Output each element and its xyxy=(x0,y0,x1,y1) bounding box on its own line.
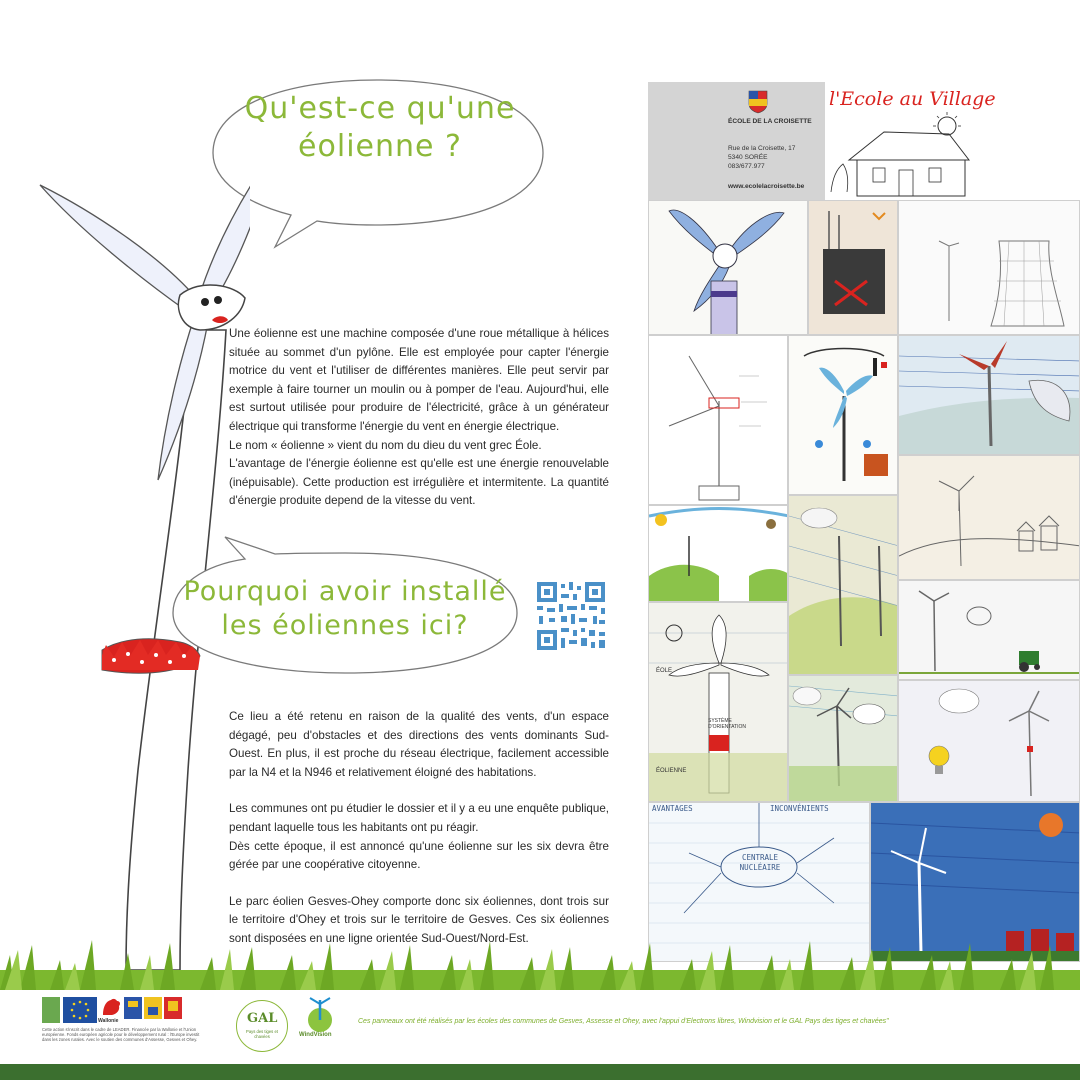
drawing-brown-box xyxy=(808,200,898,335)
windvision-logo-icon xyxy=(296,996,344,1032)
village-house-icon xyxy=(829,112,979,198)
section-2-text xyxy=(229,708,609,949)
section-2-para-4: Le parc éolien Gesves-Ohey comporte donc six éoliennes, dont trois sur le territoire d'Ohey et trois sur le territoire de Gesves. Ces six éoliennes sont disposées en une ligne orientée Sud-Ouest/Nord-Est. xyxy=(229,894,609,945)
bubble-title-2-line2: les éoliennes ici? xyxy=(221,609,469,641)
footer-band xyxy=(0,1064,1080,1080)
drawing-cooling-tower xyxy=(898,200,1080,335)
drawing-turbine-diagram xyxy=(648,335,788,505)
eu-flag-icon xyxy=(63,997,97,1023)
nuclear-center-label: CENTRALE NUCLÉAIRE xyxy=(739,853,781,872)
ecole-au-village-logo xyxy=(825,82,996,200)
wallonie-label: Wallonie xyxy=(98,1018,119,1024)
wallonie-rooster-icon xyxy=(100,997,122,1017)
section-1-para-2: Le nom « éolienne » vient du nom du dieu du vent grec Éole. xyxy=(229,438,542,452)
bubble-title-2 xyxy=(175,575,515,643)
drawing-turbine-village xyxy=(898,455,1080,580)
grass-strip xyxy=(0,935,1080,990)
qr-code[interactable] xyxy=(535,580,607,652)
school-website[interactable]: www.ecolelacroisette.be xyxy=(728,183,805,190)
eole-label: ÉOLE xyxy=(656,668,673,674)
bubble-title-1 xyxy=(220,90,540,165)
gal-text: Pays des tiges et chavées xyxy=(246,1029,278,1039)
bubble-title-2-line1: Pourquoi avoir installé xyxy=(183,576,507,607)
drawing-blue-turbine xyxy=(648,200,808,335)
section-1-para-3: L'avantage de l'énergie éolienne est qu'elle est une énergie renouvelable (inépuisable). Cette production est irrégulière et intermitente. La quantité d'énergie produite depend de la vitesse du vent. xyxy=(229,457,609,508)
school-card xyxy=(648,82,825,200)
drawing-turbine-circuit xyxy=(788,335,898,495)
footer-credit: Ces panneaux ont été réalisés par les écoles des communes de Gesves, Assesse et Ohey, avec l'appui d'Electrons libres, Windvision et le GAL Pays des tiges et chavées" xyxy=(358,1018,889,1025)
section-1-para-1: Une éolienne est une machine composée d'une roue métallique à hélices située au sommet d'un pylône. Elle est employée pour capter l'énergie motrice du vent et l'utiliser de différentes manières. Elle peut servir par exemple à faire tourner un moulin ou à pomper de l'eau. Aujourd'hui, elle est surtout utilisée pour produire de l'électricité, grâce à un générateur électrique qui transforme l'énergie du vent en énergie électrique. xyxy=(229,327,609,433)
drawing-turbines-hills xyxy=(648,505,788,602)
drawing-cloud-face-turbine xyxy=(788,675,898,802)
school-city: 5340 SORÉE xyxy=(728,154,768,161)
ecole-logo-text: l'Ecole au Village xyxy=(829,88,996,110)
gal-mark: GAL xyxy=(247,1011,278,1026)
section-2-para-3: Dès cette époque, il est annoncé qu'une éolienne sur les six devra être gérée par une coopérative citoyenne. xyxy=(229,839,609,872)
leader-note: Cette action s'inscrit dans le cadre de LEADER. Financée par la Wallonie et l'Union européenne. Fonds européen agricole pour le développement rural : l'Europe investit dans les zones rurales. Avec le soutien des communes d'Assesse, Gesves et Ohey. xyxy=(42,1027,200,1042)
school-street: Rue de la Croisette, 17 xyxy=(728,145,796,152)
section-2-para-1: Ce lieu a été retenu en raison de la qualité des vents, d'un espace dégagé, peu d'obstacles et des directions des vents dominants Sud-Ouest. En plus, il est proche du réseau électrique, facilement accessible par la N4 et la N946 et relativement éloigné des habitations. xyxy=(229,710,609,779)
orientation-label: SYSTÈME D'ORIENTATION xyxy=(708,718,746,730)
school-crest-icon xyxy=(748,90,768,114)
inconvenients-label: INCONVÉNIENTS xyxy=(770,804,829,813)
section-2-para-2: Les communes ont pu étudier le dossier et il y a eu une enquête publique, pendant laquelle tous les habitants ont pu réagir. xyxy=(229,802,609,834)
school-phone: 083/677.977 xyxy=(728,163,765,170)
school-name: ÉCOLE DE LA CROISETTE xyxy=(728,118,812,125)
bubble-title-1-line1: Qu'est-ce qu'une xyxy=(244,91,516,126)
eolienne-label: ÉOLIENNE xyxy=(656,768,687,774)
section-1-text xyxy=(229,325,609,511)
avantages-label: AVANTAGES xyxy=(652,804,693,813)
drawing-bulb-turbine xyxy=(898,680,1080,802)
bubble-title-1-line2: éolienne ? xyxy=(298,128,462,164)
gal-logo xyxy=(236,1000,288,1052)
drawing-red-turbine-landscape xyxy=(898,335,1080,455)
leader-logo xyxy=(42,997,60,1023)
drawing-bird-turbine xyxy=(898,580,1080,680)
commune-crests-icon xyxy=(124,997,182,1019)
windvision-label: WindVision xyxy=(299,1032,332,1038)
drawing-cloud-turbines xyxy=(788,495,898,675)
